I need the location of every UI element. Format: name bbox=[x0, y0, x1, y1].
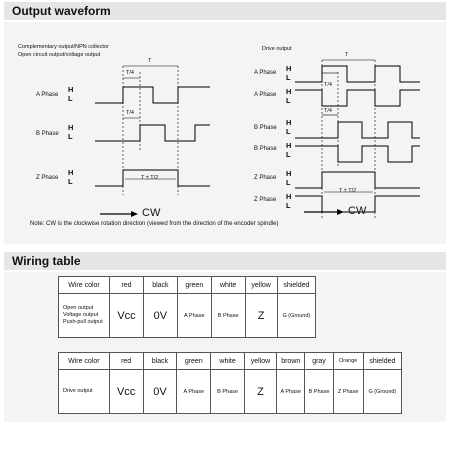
right-a-inv-waveform bbox=[295, 90, 420, 106]
right-z-inv-phase-label: Z Phase bbox=[254, 197, 277, 203]
table-cell: Z bbox=[244, 370, 276, 414]
right-a-inv-phase-label: A Phase bbox=[254, 92, 277, 98]
drive-output-heading: Drive output bbox=[262, 46, 292, 52]
right-b-level-low: L bbox=[286, 127, 291, 136]
right-b-phase-label: B Phase bbox=[254, 125, 277, 131]
header-cell: Orange bbox=[333, 353, 363, 370]
table-cell: Vcc bbox=[109, 370, 143, 414]
right-a-phase-label: A Phase bbox=[254, 70, 277, 76]
header-cell: yellow bbox=[244, 353, 276, 370]
left-a-waveform bbox=[95, 87, 210, 103]
left-cw-label: CW bbox=[142, 207, 161, 219]
header-cell: white bbox=[211, 277, 245, 294]
left-a-quarter-label: T/4 bbox=[126, 70, 134, 76]
table-cell: 0V bbox=[143, 370, 177, 414]
right-b-inv-level-low: L bbox=[286, 150, 291, 159]
right-z-phase-label: Z Phase bbox=[254, 175, 277, 181]
table-row bbox=[59, 370, 402, 414]
table-cell: A Phase bbox=[277, 370, 305, 414]
right-a-inv-level-high: H bbox=[286, 87, 292, 96]
table-row bbox=[59, 294, 316, 338]
table-cell: 0V bbox=[143, 294, 177, 338]
left-z-level-low: L bbox=[68, 177, 73, 186]
row-label-cell: Drive output bbox=[59, 370, 110, 414]
header-cell: brown bbox=[277, 353, 305, 370]
right-b-waveform bbox=[295, 122, 420, 138]
left-b-level-high: H bbox=[68, 123, 74, 132]
header-cell: white bbox=[211, 353, 245, 370]
table-cell: B Phase bbox=[211, 370, 245, 414]
header-cell: red bbox=[109, 353, 143, 370]
right-a-quarter-label: T/4 bbox=[324, 82, 332, 88]
table-cell: A Phase bbox=[177, 370, 211, 414]
table-cell: Z Phase bbox=[333, 370, 363, 414]
left-z-tolerance-label: T ± T/2 bbox=[141, 175, 159, 181]
left-period-label: T bbox=[148, 58, 152, 64]
right-a-level-low: L bbox=[286, 73, 291, 82]
left-b-phase-label: B Phase bbox=[36, 131, 59, 137]
section-title: Output waveform bbox=[12, 4, 111, 18]
right-z-level-low: L bbox=[286, 178, 291, 187]
header-cell: yellow bbox=[245, 277, 277, 294]
right-cw-label: CW bbox=[348, 205, 367, 217]
header-cell: black bbox=[143, 353, 177, 370]
right-z-inv-level-low: L bbox=[286, 201, 291, 210]
right-a-inv-level-low: L bbox=[286, 96, 291, 105]
wiring-table-drive-output bbox=[58, 352, 402, 414]
right-a-waveform bbox=[295, 66, 420, 82]
right-b-inv-waveform bbox=[295, 146, 420, 162]
wiring-table-open-output bbox=[58, 276, 316, 338]
left-z-phase-label: Z Phase bbox=[36, 175, 59, 181]
table-header-row bbox=[59, 353, 402, 370]
right-z-inv-level-high: H bbox=[286, 192, 292, 201]
left-a-phase-label: A Phase bbox=[36, 92, 59, 98]
table-cell: B Phase bbox=[211, 294, 245, 338]
header-cell: green bbox=[177, 277, 211, 294]
right-z-waveform bbox=[295, 172, 420, 188]
row-label-line: Push-pull output bbox=[63, 319, 103, 325]
header-cell: Wire color bbox=[59, 353, 110, 370]
header-cell: gray bbox=[305, 353, 333, 370]
wiring-table-header bbox=[4, 252, 446, 270]
row-label-line: Open output bbox=[63, 305, 94, 311]
header-cell: shielded bbox=[363, 353, 401, 370]
output-type-line1: Complementary output/NPN collector bbox=[18, 44, 109, 50]
header-cell: black bbox=[143, 277, 177, 294]
left-b-level-low: L bbox=[68, 132, 73, 141]
rotation-note: Note: CW is the clockwise rotation direction (viewed from the direction of the encoder spindle) bbox=[30, 221, 279, 227]
right-b-level-high: H bbox=[286, 118, 292, 127]
header-cell: shielded bbox=[277, 277, 315, 294]
header-cell: red bbox=[110, 277, 144, 294]
left-b-quarter-label: T/4 bbox=[126, 110, 134, 116]
table-cell: G (Ground) bbox=[277, 294, 315, 338]
table-cell: Z bbox=[245, 294, 277, 338]
table-cell: Vcc bbox=[110, 294, 144, 338]
right-a-level-high: H bbox=[286, 64, 292, 73]
right-period-label: T bbox=[345, 52, 349, 58]
left-z-level-high: H bbox=[68, 168, 74, 177]
table-cell: B Phase bbox=[305, 370, 333, 414]
right-b-inv-phase-label: B Phase bbox=[254, 146, 277, 152]
right-b-quarter-label: T/4 bbox=[324, 108, 332, 114]
header-cell: Wire color bbox=[59, 277, 110, 294]
table-cell: G (Ground) bbox=[363, 370, 401, 414]
row-label-cell bbox=[59, 294, 110, 338]
table-cell: A Phase bbox=[177, 294, 211, 338]
left-a-level-high: H bbox=[68, 85, 74, 94]
right-b-inv-level-high: H bbox=[286, 141, 292, 150]
left-a-level-low: L bbox=[68, 94, 73, 103]
header-cell: green bbox=[177, 353, 211, 370]
output-type-line2: Open circuit output/voltage output bbox=[18, 52, 101, 58]
section-title: Wiring table bbox=[12, 254, 81, 268]
right-z-tolerance-label: T ± T/2 bbox=[339, 188, 357, 194]
row-label-line: Voltage output bbox=[63, 312, 99, 318]
left-b-waveform bbox=[95, 125, 210, 141]
table-header-row bbox=[59, 277, 316, 294]
right-z-level-high: H bbox=[286, 169, 292, 178]
